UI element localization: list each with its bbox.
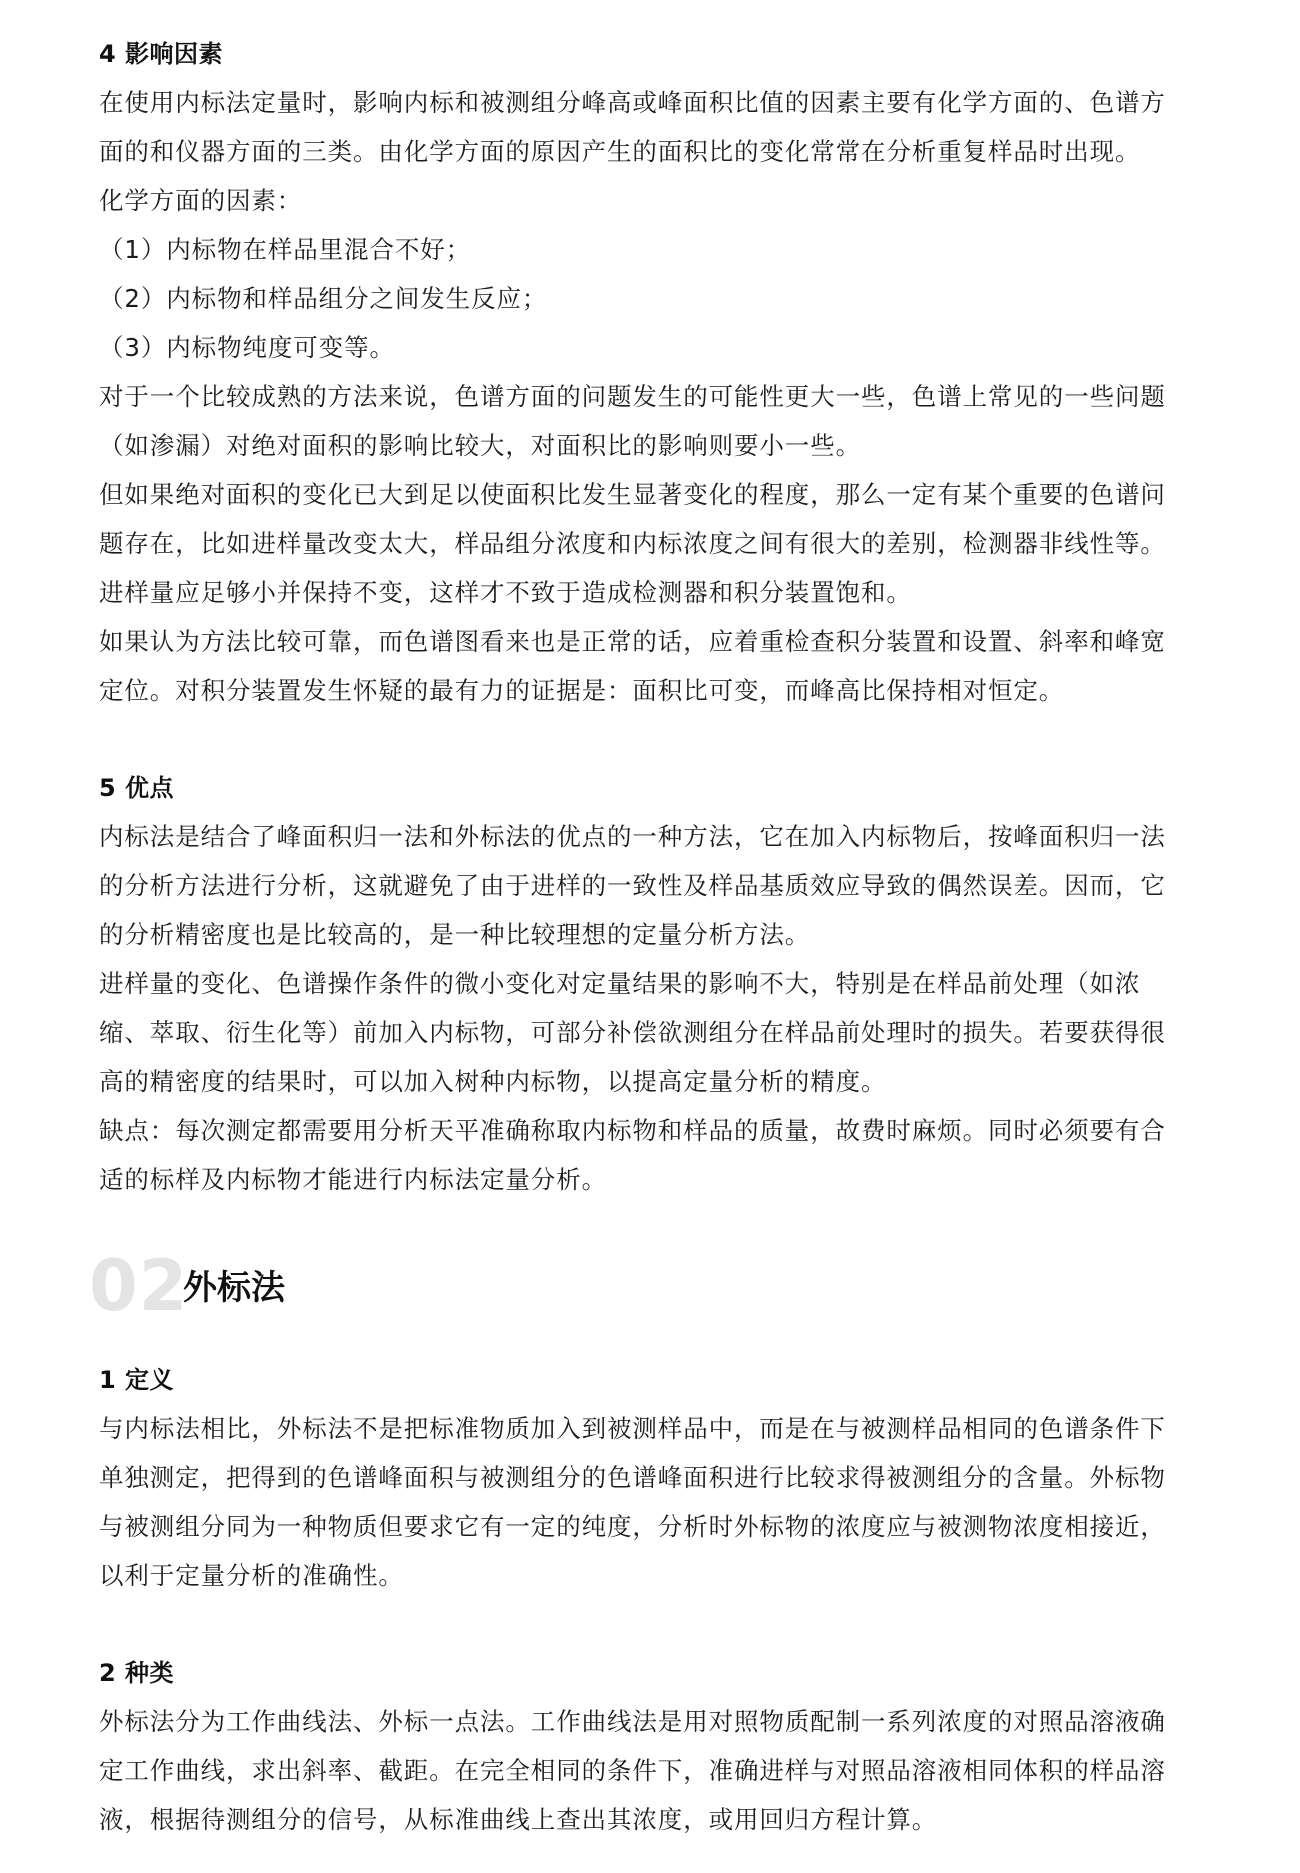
- chapter-heading: [89, 1236, 1209, 1356]
- paragraph-line: 与内标法相比，外标法不是把标准物质加入到被测样品中，而是在与被测样品相同的色谱条件下: [99, 1414, 1166, 1443]
- section-heading: 5 优点: [99, 774, 175, 802]
- paragraph-line: 定位。对积分装置发生怀疑的最有力的证据是：面积比可变，而峰高比保持相对恒定。: [99, 676, 1065, 705]
- spacer: [99, 1600, 1209, 1649]
- paragraph-line: （如渗漏）对绝对面积的影响比较大，对面积比的影响则要小一些。: [99, 431, 861, 460]
- paragraph-line: 适的标样及内标物才能进行内标法定量分析。: [99, 1165, 607, 1194]
- section-types: [99, 1649, 1209, 1844]
- section-heading: 2 种类: [99, 1659, 175, 1687]
- paragraph-line: 单独测定，把得到的色谱峰面积与被测组分的色谱峰面积进行比较求得被测组分的含量。外标物: [99, 1463, 1166, 1492]
- list-item: （2）内标物和样品组分之间发生反应；: [99, 284, 548, 313]
- section-advantages: [99, 764, 1209, 1204]
- chapter-title: 外标法: [183, 1268, 285, 1308]
- document-page: [89, 30, 1209, 1844]
- paragraph-line: 缺点：每次测定都需要用分析天平准确称取内标物和样品的质量，故费时麻烦。同时必须要有合: [99, 1116, 1166, 1145]
- paragraph-line: 在使用内标法定量时，影响内标和被测组分峰高或峰面积比值的因素主要有化学方面的、色谱方: [99, 88, 1166, 117]
- list-item: （3）内标物纯度可变等。: [99, 333, 395, 362]
- paragraph-line: 高的精密度的结果时，可以加入树种内标物，以提高定量分析的精度。: [99, 1067, 887, 1096]
- paragraph-line: 内标法是结合了峰面积归一法和外标法的优点的一种方法，它在加入内标物后，按峰面积归一法: [99, 822, 1166, 851]
- paragraph-line: 如果认为方法比较可靠，而色谱图看来也是正常的话，应着重检查积分装置和设置、斜率和峰宽: [99, 627, 1166, 656]
- spacer: [99, 715, 1209, 764]
- paragraph-line: 题存在，比如进样量改变太大，样品组分浓度和内标浓度之间有很大的差别，检测器非线性等。: [99, 529, 1166, 558]
- list-item: （1）内标物在样品里混合不好；: [99, 235, 472, 264]
- section-heading: 4 影响因素: [99, 40, 224, 68]
- paragraph-line: 的分析精密度也是比较高的，是一种比较理想的定量分析方法。: [99, 920, 811, 949]
- paragraph-line: 外标法分为工作曲线法、外标一点法。工作曲线法是用对照物质配制一系列浓度的对照品溶液确: [99, 1707, 1166, 1736]
- paragraph-line: 对于一个比较成熟的方法来说，色谱方面的问题发生的可能性更大一些，色谱上常见的一些问题: [99, 382, 1166, 411]
- paragraph-line: 以利于定量分析的准确性。: [99, 1561, 404, 1590]
- paragraph-line: 化学方面的因素：: [99, 186, 303, 215]
- chapter-number: 02: [89, 1245, 189, 1327]
- paragraph-line: 的分析方法进行分析，这就避免了由于进样的一致性及样品基质效应导致的偶然误差。因而，它: [99, 871, 1166, 900]
- paragraph-line: 但如果绝对面积的变化已大到足以使面积比发生显著变化的程度，那么一定有某个重要的色谱问: [99, 480, 1166, 509]
- paragraph-line: 与被测组分同为一种物质但要求它有一定的纯度，分析时外标物的浓度应与被测物浓度相接近，: [99, 1512, 1166, 1541]
- paragraph-line: 缩、萃取、衍生化等）前加入内标物，可部分补偿欲测组分在样品前处理时的损失。若要获得很: [99, 1018, 1166, 1047]
- paragraph-line: 进样量的变化、色谱操作条件的微小变化对定量结果的影响不大，特别是在样品前处理（如浓: [99, 969, 1141, 998]
- section-definition: [99, 1356, 1209, 1600]
- section-heading: 1 定义: [99, 1366, 175, 1394]
- paragraph-line: 液，根据待测组分的信号，从标准曲线上查出其浓度，或用回归方程计算。: [99, 1805, 938, 1834]
- paragraph-line: 定工作曲线，求出斜率、截距。在完全相同的条件下，准确进样与对照品溶液相同体积的样品溶: [99, 1756, 1166, 1785]
- paragraph-line: 面的和仪器方面的三类。由化学方面的原因产生的面积比的变化常常在分析重复样品时出现。: [99, 137, 1141, 166]
- paragraph-line: 进样量应足够小并保持不变，这样才不致于造成检测器和积分装置饱和。: [99, 578, 912, 607]
- section-influencing-factors: [99, 30, 1209, 715]
